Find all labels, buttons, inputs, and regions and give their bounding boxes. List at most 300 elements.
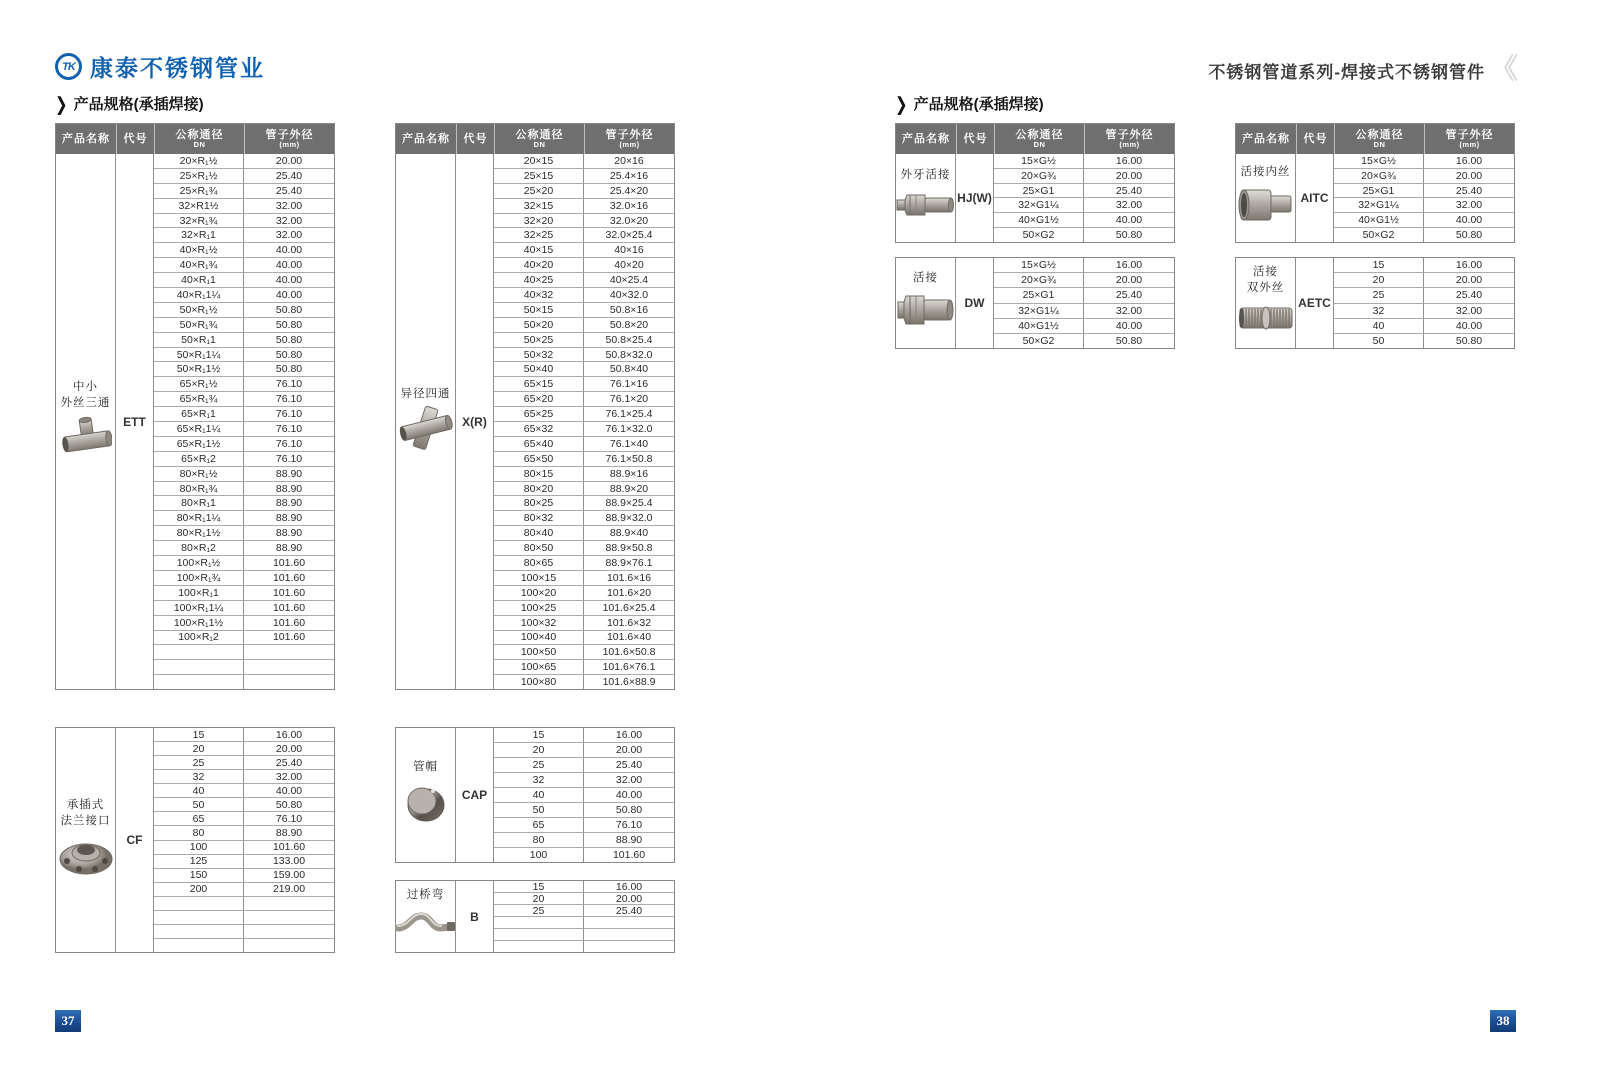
od-cell: 40×20 (614, 259, 644, 272)
table-row (494, 788, 674, 803)
dn-cell: 50×R₁½ (154, 303, 244, 317)
od-cell: 101.6×16 (606, 571, 652, 584)
table-row (1334, 184, 1514, 199)
dn-cell: 80×25 (494, 496, 584, 510)
table-row (154, 482, 334, 497)
dn-cell: 32×R₁1 (154, 228, 244, 242)
table-row (154, 911, 334, 925)
table-row (154, 616, 334, 631)
table-row (494, 848, 674, 862)
od-cell: 76.10 (275, 812, 303, 825)
dn-cell: 25 (154, 756, 244, 769)
table-row (154, 571, 334, 586)
product-name (401, 387, 451, 403)
dn-cell: 100×15 (494, 571, 584, 585)
od-cell (244, 925, 334, 938)
table-row (494, 833, 674, 848)
table-row (154, 154, 334, 169)
table-row (494, 496, 674, 511)
product-name (61, 798, 111, 829)
table-row (494, 362, 674, 377)
column-header-code-label: 代号 (1303, 132, 1328, 145)
table-row (154, 377, 334, 392)
od-cell: 76.10 (275, 393, 303, 406)
od-cell: 101.60 (272, 841, 306, 854)
dn-cell: 32 (1334, 304, 1424, 318)
table-row (494, 348, 674, 363)
od-cell: 40×16 (614, 244, 644, 257)
column-header-product-name-label: 产品名称 (62, 132, 110, 145)
od-cell: 25.40 (1455, 184, 1483, 197)
table-row (154, 199, 334, 214)
od-cell: 76.1×16 (609, 378, 649, 391)
od-cell: 76.10 (615, 819, 643, 831)
dn-cell: 100×20 (494, 586, 584, 600)
od-cell: 88.9×16 (609, 467, 649, 480)
column-header-pipe-outer-diameter-sublabel: (mm) (279, 139, 300, 149)
table-row (154, 556, 334, 571)
table-row (494, 743, 674, 758)
table-row (494, 169, 674, 184)
table-row (154, 939, 334, 952)
table-row (1334, 334, 1514, 348)
table-row (494, 645, 674, 660)
brand-logo-text: 康泰不锈钢管业 (90, 55, 265, 81)
column-header-pipe-outer-diameter-label: 管子外径 (1105, 128, 1154, 141)
table-row (494, 482, 674, 497)
section-title-left-text: 产品规格(承插焊接) (73, 96, 204, 113)
dn-cell: 40 (1334, 319, 1424, 333)
table-row (494, 318, 674, 333)
table-row (154, 526, 334, 541)
column-header-pipe-outer-diameter-label: 管子外径 (265, 128, 314, 141)
product-name (1247, 265, 1285, 296)
product-name-line: 管帽 (413, 761, 438, 774)
dn-cell: 80×15 (494, 467, 584, 481)
table-row (154, 826, 334, 840)
dn-cell: 100×25 (494, 601, 584, 615)
od-cell (244, 645, 334, 659)
od-cell: 32.0×20 (609, 214, 649, 227)
table-row (994, 258, 1174, 273)
od-cell: 101.6×76.1 (602, 661, 656, 674)
product-cell (1236, 258, 1296, 348)
od-cell: 88.90 (275, 527, 303, 540)
od-cell: 40.00 (1455, 319, 1483, 332)
dn-cell: 100×80 (494, 675, 584, 689)
table-row (494, 199, 674, 214)
table-row (494, 467, 674, 482)
od-cell: 159.00 (272, 869, 306, 882)
table-row (154, 169, 334, 184)
dn-cell: 20×G¾ (994, 273, 1084, 287)
table-header-row (896, 124, 1174, 154)
table-row (1334, 169, 1514, 184)
table-row (494, 288, 674, 303)
spec-rows (994, 154, 1174, 242)
dn-cell (154, 897, 244, 910)
dn-cell: 80×R₁2 (154, 541, 244, 555)
table-row (154, 496, 334, 511)
dn-cell: 100×R₁2 (154, 631, 244, 645)
od-cell: 50.8×32.0 (605, 348, 653, 361)
od-cell: 101.60 (272, 586, 306, 599)
spec-rows (494, 154, 674, 689)
od-cell: 50.80 (1455, 229, 1483, 242)
table-row (154, 214, 334, 229)
table-row (1334, 319, 1514, 334)
product-name-line: 中小 (73, 380, 98, 393)
table-row (1334, 288, 1514, 303)
dn-cell: 65×40 (494, 437, 584, 451)
od-cell: 50.80 (275, 318, 303, 331)
dn-cell: 40×G1½ (1334, 213, 1424, 227)
od-cell: 25.4×20 (609, 184, 649, 197)
column-header-pipe-outer-diameter-sublabel: (mm) (619, 139, 640, 149)
table-row (154, 841, 334, 855)
table-row (994, 184, 1174, 199)
table-body (1236, 258, 1514, 348)
dn-cell: 25×R₁¾ (154, 184, 244, 198)
product-photo-tee-icon (60, 414, 112, 463)
dn-cell: 50×G2 (994, 228, 1084, 242)
od-cell (244, 660, 334, 674)
table-row (994, 334, 1174, 348)
column-header-product-name (896, 124, 956, 154)
table-row (494, 258, 674, 273)
dn-cell: 65×R₁½ (154, 377, 244, 391)
table-row (154, 467, 334, 482)
product-name-line: 法兰接口 (60, 815, 111, 827)
dn-cell: 25 (494, 758, 584, 772)
product-code: AETC (1296, 258, 1334, 348)
spec-rows (1334, 154, 1514, 242)
dn-cell: 100×65 (494, 660, 584, 674)
spec-table-hjw (895, 123, 1175, 243)
product-cell (396, 728, 456, 862)
column-header-product-name (396, 124, 456, 154)
table-row (154, 422, 334, 437)
column-header-code (956, 124, 994, 154)
product-name (413, 760, 438, 776)
od-cell: 16.00 (1455, 154, 1483, 167)
od-cell: 25.40 (275, 169, 303, 182)
column-header-pipe-outer-diameter (244, 124, 334, 154)
dn-cell: 40×R₁½ (154, 243, 244, 257)
table-row (154, 742, 334, 756)
spec-rows (154, 154, 334, 689)
table-row (154, 184, 334, 199)
column-header-product-name-label: 产品名称 (1242, 132, 1290, 145)
dn-cell: 50×32 (494, 348, 584, 362)
table-row (494, 803, 674, 818)
column-header-nominal-diameter-label: 公称通径 (175, 128, 224, 141)
od-cell: 88.90 (275, 826, 303, 839)
dn-cell: 25 (1334, 288, 1424, 302)
dn-cell: 100×50 (494, 645, 584, 659)
table-row (154, 645, 334, 660)
dn-cell: 50×20 (494, 318, 584, 332)
dn-cell: 25×R₁½ (154, 169, 244, 183)
dn-cell: 20 (494, 893, 584, 904)
table-row (994, 154, 1174, 169)
dn-cell: 40×20 (494, 258, 584, 272)
od-cell: 16.00 (275, 728, 303, 741)
od-cell: 32.00 (1115, 304, 1143, 317)
od-cell: 16.00 (1115, 259, 1143, 272)
table-row (994, 228, 1174, 242)
dn-cell: 50×15 (494, 303, 584, 317)
header-chevron-icon: 《 (1489, 53, 1518, 84)
od-cell (244, 939, 334, 952)
column-header-code (1296, 124, 1334, 154)
table-row (154, 812, 334, 826)
dn-cell: 65 (494, 818, 584, 832)
dn-cell: 50×R₁1 (154, 333, 244, 347)
product-code: CAP (456, 728, 494, 862)
dn-cell: 65×25 (494, 407, 584, 421)
table-row (1334, 228, 1514, 242)
dn-cell: 125 (154, 855, 244, 868)
table-row (494, 541, 674, 556)
table-row (154, 784, 334, 798)
spec-table-cf (55, 727, 335, 953)
dn-cell (154, 939, 244, 952)
od-cell (244, 897, 334, 910)
dn-cell: 40×32 (494, 288, 584, 302)
od-cell: 25.40 (275, 184, 303, 197)
table-row (494, 601, 674, 616)
table-row (154, 303, 334, 318)
dn-cell: 50 (1334, 334, 1424, 348)
dn-cell: 32×25 (494, 228, 584, 242)
column-header-pipe-outer-diameter (584, 124, 674, 154)
od-cell: 40×32.0 (609, 288, 649, 301)
od-cell: 20.00 (1455, 169, 1483, 182)
dn-cell (154, 675, 244, 689)
od-cell: 16.00 (1115, 154, 1143, 167)
spec-table-dw (895, 257, 1175, 349)
table-row (994, 304, 1174, 319)
table-row (154, 869, 334, 883)
table-row (994, 288, 1174, 303)
table-row (494, 571, 674, 586)
dn-cell: 100×R₁1¼ (154, 601, 244, 615)
product-name-line: 双外丝 (1246, 282, 1285, 294)
od-cell: 25.40 (615, 904, 643, 917)
dn-cell: 50×R₁¾ (154, 318, 244, 332)
dn-cell: 80×65 (494, 556, 584, 570)
dn-cell: 150 (154, 869, 244, 882)
od-cell: 40.00 (275, 259, 303, 272)
table-row (994, 319, 1174, 334)
table-row (994, 213, 1174, 228)
table-row (494, 392, 674, 407)
od-cell: 101.60 (272, 556, 306, 569)
column-header-code-label: 代号 (963, 132, 988, 145)
table-row (494, 154, 674, 169)
od-cell: 20.00 (1115, 274, 1143, 287)
column-header-product-name-label: 产品名称 (902, 132, 950, 145)
od-cell: 32.00 (275, 214, 303, 227)
od-cell: 32.00 (1455, 199, 1483, 212)
table-row (154, 601, 334, 616)
dn-cell: 50×40 (494, 362, 584, 376)
brand-logo-icon: TK (55, 53, 82, 80)
dn-cell: 65×50 (494, 452, 584, 466)
table-row (1334, 198, 1514, 213)
table-row (494, 917, 674, 929)
od-cell: 76.10 (275, 452, 303, 465)
table-row (154, 452, 334, 467)
table-row (494, 881, 674, 893)
column-header-code-label: 代号 (463, 132, 488, 145)
od-cell: 20×16 (614, 154, 644, 167)
dn-cell: 15 (494, 881, 584, 892)
table-row (154, 273, 334, 288)
od-cell: 32.00 (275, 229, 303, 242)
od-cell: 25.40 (615, 759, 643, 771)
dn-cell: 25×G1 (1334, 184, 1424, 198)
table-row (494, 526, 674, 541)
dn-cell: 15 (1334, 258, 1424, 272)
dn-cell: 40×25 (494, 273, 584, 287)
table-row (154, 883, 334, 897)
od-cell: 76.10 (275, 408, 303, 421)
table-row (494, 303, 674, 318)
od-cell: 32.00 (275, 770, 303, 783)
od-cell: 16.00 (1455, 259, 1483, 272)
table-row (154, 586, 334, 601)
dn-cell: 40×15 (494, 243, 584, 257)
dn-cell (494, 917, 584, 928)
table-body (1236, 154, 1514, 242)
od-cell: 40.00 (275, 288, 303, 301)
od-cell: 32.00 (615, 774, 643, 786)
dn-cell: 32×15 (494, 199, 584, 213)
dn-cell: 20×G¾ (1334, 169, 1424, 183)
od-cell: 88.9×76.1 (605, 556, 653, 569)
product-name (407, 888, 445, 904)
table-row (154, 288, 334, 303)
dn-cell (154, 645, 244, 659)
product-code: CF (116, 728, 154, 952)
dn-cell: 32 (494, 773, 584, 787)
dn-cell: 100×R₁1 (154, 586, 244, 600)
product-name (913, 271, 938, 287)
column-header-nominal-diameter-label: 公称通径 (1355, 128, 1404, 141)
od-cell: 50.8×20 (609, 318, 649, 331)
section-arrow-icon: ❯ (895, 93, 908, 115)
table-body (396, 154, 674, 689)
section-title-right (895, 93, 1044, 114)
product-name (61, 380, 111, 411)
table-row (154, 318, 334, 333)
od-cell: 32.00 (1115, 199, 1143, 212)
column-header-pipe-outer-diameter (1084, 124, 1174, 154)
dn-cell: 25×15 (494, 169, 584, 183)
dn-cell: 80×R₁½ (154, 467, 244, 481)
od-cell: 50.80 (1115, 229, 1143, 242)
od-cell: 76.1×32.0 (605, 422, 653, 435)
table-row (154, 756, 334, 770)
product-name-line: 活接内丝 (1240, 166, 1291, 179)
table-row (994, 198, 1174, 213)
product-cell (56, 728, 116, 952)
od-cell: 88.9×50.8 (605, 542, 653, 555)
table-row (494, 452, 674, 467)
table-row (494, 758, 674, 773)
dn-cell: 65×R₁2 (154, 452, 244, 466)
product-name-line: 承插式 (66, 799, 105, 812)
dn-cell: 15×G½ (994, 258, 1084, 272)
table-body (56, 728, 334, 952)
od-cell: 50.80 (1115, 334, 1143, 347)
dn-cell (154, 660, 244, 674)
od-cell: 101.6×20 (606, 586, 652, 599)
od-cell: 101.6×32 (606, 616, 652, 629)
table-row (1334, 273, 1514, 288)
table-row (994, 169, 1174, 184)
column-header-product-name (56, 124, 116, 154)
dn-cell: 15 (494, 728, 584, 742)
column-header-pipe-outer-diameter-label: 管子外径 (1445, 128, 1494, 141)
dn-cell: 65×R₁¾ (154, 392, 244, 406)
dn-cell: 80×40 (494, 526, 584, 540)
section-arrow-icon: ❯ (55, 93, 68, 115)
product-photo-union-icon (896, 290, 956, 335)
column-header-product-name (1236, 124, 1296, 154)
od-cell: 76.10 (275, 437, 303, 450)
product-photo-flange-icon (57, 833, 115, 882)
column-header-nominal-diameter (494, 124, 584, 154)
od-cell: 40.00 (275, 784, 303, 797)
od-cell: 101.6×40 (606, 631, 652, 644)
od-cell: 25.40 (1115, 289, 1143, 302)
spec-rows (494, 728, 674, 862)
od-cell: 88.90 (275, 512, 303, 525)
column-header-nominal-diameter (154, 124, 244, 154)
od-cell: 88.9×40 (609, 527, 649, 540)
dn-cell: 20×G¾ (994, 169, 1084, 183)
column-header-nominal-diameter-sublabel: DN (533, 139, 546, 149)
od-cell: 76.10 (275, 422, 303, 435)
table-row (494, 511, 674, 526)
od-cell: 76.1×40 (609, 437, 649, 450)
product-photo-union_male-icon (895, 187, 957, 228)
od-cell: 50.8×40 (609, 363, 649, 376)
product-code: X(R) (456, 154, 494, 689)
od-cell: 76.10 (275, 378, 303, 391)
table-row (154, 258, 334, 273)
dn-cell: 50×R₁1¼ (154, 348, 244, 362)
dn-cell: 20 (494, 743, 584, 757)
dn-cell: 32×G1¼ (1334, 198, 1424, 212)
dn-cell: 40 (494, 788, 584, 802)
table-row (154, 897, 334, 911)
dn-cell: 80×R₁¾ (154, 482, 244, 496)
table-row (154, 728, 334, 742)
dn-cell: 100 (494, 848, 584, 862)
dn-cell: 32×G1¼ (994, 198, 1084, 212)
od-cell: 25.40 (1115, 184, 1143, 197)
dn-cell: 100×R₁1½ (154, 616, 244, 630)
table-row (154, 631, 334, 646)
od-cell: 50.80 (615, 804, 643, 816)
spec-table-b (395, 880, 675, 953)
column-header-nominal-diameter (1334, 124, 1424, 154)
dn-cell: 100×R₁¾ (154, 571, 244, 585)
